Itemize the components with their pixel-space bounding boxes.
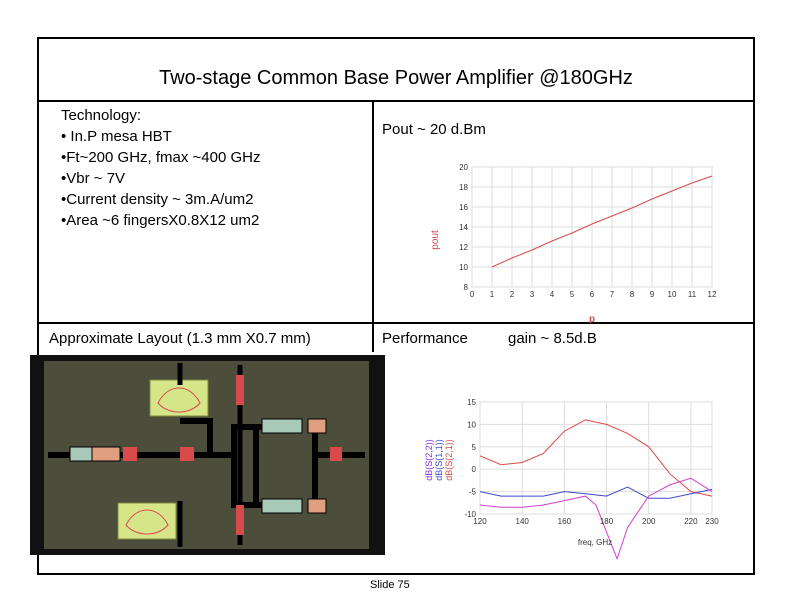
chart-x-tick: 1: [489, 290, 495, 299]
chart-y-tick: -10: [464, 510, 476, 519]
technology-list: [61, 105, 261, 231]
chart-y-tick: 0: [471, 465, 476, 475]
sparam-chart-ylabel: dB(S(1,1)): [434, 439, 444, 481]
layout-label: Approximate Layout (1.3 mm X0.7 mm): [49, 330, 311, 347]
chart-x-tick: 3: [529, 290, 535, 299]
chart-y-tick: 18: [459, 183, 468, 192]
layout-image: [30, 355, 385, 555]
pout-label: Pout ~ 20 d.Bm: [382, 121, 486, 138]
technology-bullet: •Current density ~ 3m.A/um2: [61, 191, 254, 208]
layout-component: [123, 447, 137, 461]
chart-y-tick: 16: [459, 203, 468, 212]
layout-component: [330, 447, 342, 461]
chart-x-tick: 230: [705, 517, 719, 526]
slide-title: Two-stage Common Base Power Amplifier @180GHz: [159, 67, 633, 89]
layout-component: [236, 375, 244, 405]
pout-chart-grid: [472, 167, 712, 287]
technology-heading: Technology:: [61, 107, 142, 124]
chart-x-tick: 8: [629, 290, 635, 299]
title-divider: [37, 100, 755, 102]
chart-x-tick: 11: [687, 290, 697, 299]
layout-component: [308, 499, 326, 513]
layout-component: [262, 419, 302, 433]
chart-x-tick: 10: [667, 290, 677, 299]
chart-x-tick: 0: [469, 290, 475, 299]
performance-label: Performance: [382, 330, 468, 347]
technology-bullet: • In.P mesa HBT: [61, 128, 172, 145]
pout-chart: [420, 155, 730, 323]
slide-footer: Slide 75: [370, 579, 410, 591]
sparam-chart-ylabel: dB(S(2,2)): [424, 439, 434, 481]
chart-y-tick: 5: [471, 442, 476, 452]
layout-component: [262, 499, 302, 513]
sparam-chart: [420, 390, 720, 568]
chart-x-tick: 6: [589, 290, 595, 299]
chart-y-tick: 8: [463, 283, 468, 292]
column-divider: [372, 100, 374, 352]
chart-y-tick: -5: [468, 487, 476, 497]
technology-bullet: •Ft~200 GHz, fmax ~400 GHz: [61, 149, 261, 166]
chart-x-tick: 160: [557, 517, 572, 526]
chart-x-tick: 7: [609, 290, 615, 299]
layout-component: [236, 505, 244, 535]
technology-bullet: •Area ~6 fingersX0.8X12 um2: [61, 212, 260, 229]
layout-component: [180, 447, 194, 461]
chart-x-tick: 2: [509, 290, 515, 299]
chart-x-tick: 12: [707, 290, 717, 299]
pout-chart-xlabel: p: [588, 314, 596, 323]
chart-y-tick: 12: [459, 243, 468, 252]
gain-label: gain ~ 8.5d.B: [508, 330, 597, 347]
chart-x-tick: 140: [515, 517, 529, 526]
sparam-chart-ylabel: dB(S(2,1)): [444, 439, 454, 481]
layout-pad: [150, 380, 208, 416]
chart-x-tick: 180: [599, 517, 614, 526]
chart-x-tick: 220: [684, 517, 698, 526]
pout-chart-ylabel: pout: [430, 230, 441, 250]
sparam-chart-xlabel: freq, GHz: [577, 538, 613, 547]
chart-x-tick: 200: [642, 517, 656, 526]
technology-bullet: •Vbr ~ 7V: [61, 170, 126, 187]
chart-x-tick: 4: [549, 290, 555, 299]
chart-y-tick: 20: [459, 163, 468, 172]
layout-component: [92, 447, 120, 461]
chart-y-tick: 15: [467, 398, 476, 407]
chart-x-tick: 5: [569, 290, 575, 299]
chart-x-tick: 9: [649, 290, 655, 299]
chart-y-tick: 10: [467, 420, 476, 430]
chart-x-tick: 120: [473, 517, 487, 526]
chart-y-tick: 14: [459, 223, 468, 232]
chart-y-tick: 10: [459, 263, 468, 272]
layout-component: [308, 419, 326, 433]
